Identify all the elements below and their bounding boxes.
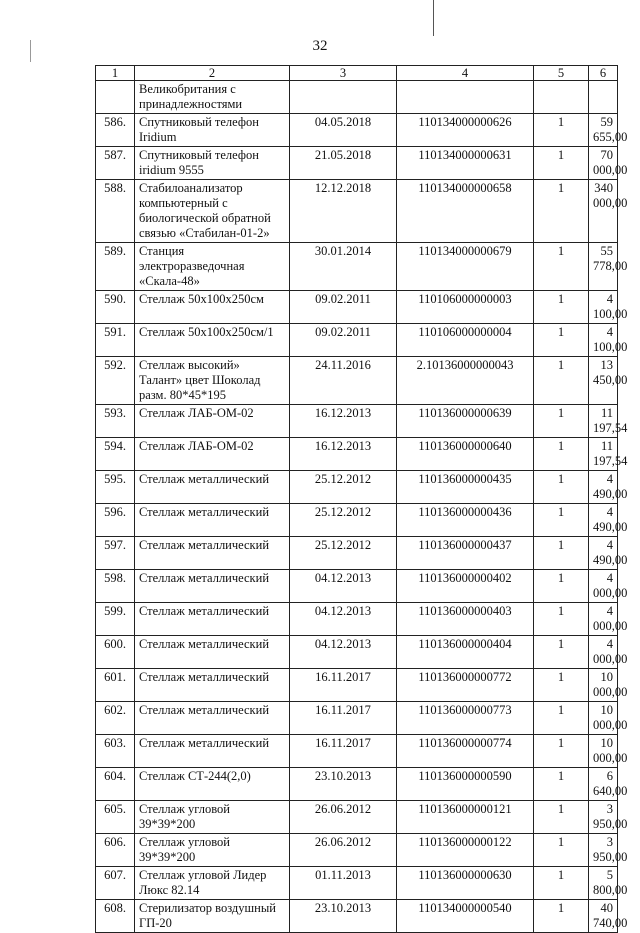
column-header: 5 [534, 66, 589, 81]
inventory-number: 110106000000004 [397, 324, 534, 357]
inventory-number: 110136000000436 [397, 504, 534, 537]
item-name: Стеллаж ЛАБ-ОМ-02 [135, 438, 290, 471]
quantity: 1 [534, 801, 589, 834]
item-name: Великобритания с принадлежностями [135, 81, 290, 114]
item-name: Стеллаж металлический [135, 471, 290, 504]
acquisition-date: 16.11.2017 [290, 735, 397, 768]
row-number: 599. [96, 603, 135, 636]
acquisition-date: 09.02.2011 [290, 291, 397, 324]
row-number: 595. [96, 471, 135, 504]
quantity: 1 [534, 180, 589, 243]
amount: 10 000,00 [589, 669, 618, 702]
inventory-table [95, 65, 628, 933]
table-row [96, 636, 618, 669]
acquisition-date: 16.12.2013 [290, 438, 397, 471]
column-header: 1 [96, 66, 135, 81]
column-header: 2 [135, 66, 290, 81]
row-number: 592. [96, 357, 135, 405]
row-number: 604. [96, 768, 135, 801]
inventory-number: 110136000000639 [397, 405, 534, 438]
table-row [96, 81, 618, 114]
acquisition-date: 04.12.2013 [290, 570, 397, 603]
quantity: 1 [534, 702, 589, 735]
item-name: Стеллаж металлический [135, 570, 290, 603]
acquisition-date: 26.06.2012 [290, 801, 397, 834]
row-number: 593. [96, 405, 135, 438]
acquisition-date: 25.12.2012 [290, 504, 397, 537]
item-name: Стеллаж металлический [135, 669, 290, 702]
quantity: 1 [534, 324, 589, 357]
inventory-number: 2.10136000000043 [397, 357, 534, 405]
table-row [96, 291, 618, 324]
table-row [96, 702, 618, 735]
inventory-number: 110136000000403 [397, 603, 534, 636]
acquisition-date: 04.05.2018 [290, 114, 397, 147]
row-number: 586. [96, 114, 135, 147]
row-number: 603. [96, 735, 135, 768]
row-number: 607. [96, 867, 135, 900]
inventory-number: 110134000000679 [397, 243, 534, 291]
inventory-number: 110136000000590 [397, 768, 534, 801]
item-name: Стеллаж металлический [135, 537, 290, 570]
amount: 55 778,00 [589, 243, 618, 291]
column-header: 3 [290, 66, 397, 81]
item-name: Стеллаж 50х100х250см/1 [135, 324, 290, 357]
quantity: 1 [534, 867, 589, 900]
quantity: 1 [534, 114, 589, 147]
item-name: Стеллаж 50х100х250см [135, 291, 290, 324]
inventory-number: 110136000000773 [397, 702, 534, 735]
inventory-number: 110136000000774 [397, 735, 534, 768]
acquisition-date: 04.12.2013 [290, 636, 397, 669]
table-row [96, 735, 618, 768]
amount: 10 000,00 [589, 702, 618, 735]
amount [589, 81, 618, 114]
quantity: 1 [534, 603, 589, 636]
acquisition-date: 16.11.2017 [290, 702, 397, 735]
acquisition-date: 04.12.2013 [290, 603, 397, 636]
row-number: 589. [96, 243, 135, 291]
quantity: 1 [534, 291, 589, 324]
inventory-number [397, 81, 534, 114]
table-row [96, 471, 618, 504]
header-row [96, 66, 618, 81]
acquisition-date: 12.12.2018 [290, 180, 397, 243]
table-row [96, 438, 618, 471]
row-number: 600. [96, 636, 135, 669]
item-name: Стеллаж металлический [135, 603, 290, 636]
inventory-number: 110136000000121 [397, 801, 534, 834]
row-number [96, 81, 135, 114]
acquisition-date: 21.05.2018 [290, 147, 397, 180]
quantity: 1 [534, 147, 589, 180]
item-name: Стеллаж металлический [135, 702, 290, 735]
item-name: Стеллаж угловой 39*39*200 [135, 834, 290, 867]
acquisition-date: 24.11.2016 [290, 357, 397, 405]
item-name: Стеллаж угловой Лидер Люкс 82.14 [135, 867, 290, 900]
amount: 6 640,00 [589, 768, 618, 801]
amount: 10 000,00 [589, 735, 618, 768]
row-number: 605. [96, 801, 135, 834]
acquisition-date: 30.01.2014 [290, 243, 397, 291]
table-body [96, 81, 628, 933]
quantity: 1 [534, 570, 589, 603]
amount: 3 950,00 [589, 834, 618, 867]
amount: 4 000,00 [589, 603, 618, 636]
inventory-number: 110136000000402 [397, 570, 534, 603]
quantity: 1 [534, 438, 589, 471]
inventory-number: 110134000000626 [397, 114, 534, 147]
item-name: Стеллаж ЛАБ-ОМ-02 [135, 405, 290, 438]
inventory-number: 110134000000658 [397, 180, 534, 243]
inventory-number: 110136000000404 [397, 636, 534, 669]
inventory-number: 110136000000122 [397, 834, 534, 867]
amount: 11 197,54 [589, 438, 618, 471]
row-number: 591. [96, 324, 135, 357]
inventory-number: 110106000000003 [397, 291, 534, 324]
column-header: 4 [397, 66, 534, 81]
quantity: 1 [534, 405, 589, 438]
item-name: Стабилоанализатор компьютерный с биологической обратной связью «Стабилан-01-2» [135, 180, 290, 243]
item-name: Стеллаж угловой 39*39*200 [135, 801, 290, 834]
quantity: 1 [534, 357, 589, 405]
quantity: 1 [534, 537, 589, 570]
quantity: 1 [534, 471, 589, 504]
inventory-number: 110136000000772 [397, 669, 534, 702]
quantity: 1 [534, 669, 589, 702]
acquisition-date: 16.12.2013 [290, 405, 397, 438]
acquisition-date: 23.10.2013 [290, 768, 397, 801]
amount: 5 800,00 [589, 867, 618, 900]
row-number: 597. [96, 537, 135, 570]
acquisition-date: 25.12.2012 [290, 537, 397, 570]
scan-mark [433, 0, 434, 36]
table-row [96, 900, 618, 933]
amount: 4 490,00 [589, 537, 618, 570]
table-row [96, 768, 618, 801]
item-name: Стеллаж металлический [135, 504, 290, 537]
row-number: 608. [96, 900, 135, 933]
item-name: Стеллаж высокий» Талант» цвет Шоколад разм. 80*45*195 [135, 357, 290, 405]
amount: 4 000,00 [589, 570, 618, 603]
inventory-number: 110136000000630 [397, 867, 534, 900]
amount: 4 490,00 [589, 504, 618, 537]
quantity: 1 [534, 834, 589, 867]
acquisition-date: 01.11.2013 [290, 867, 397, 900]
amount: 40 740,00 [589, 900, 618, 933]
table-row [96, 504, 618, 537]
amount: 3 950,00 [589, 801, 618, 834]
quantity: 1 [534, 243, 589, 291]
amount: 13 450,00 [589, 357, 618, 405]
inventory-number: 110136000000437 [397, 537, 534, 570]
acquisition-date: 16.11.2017 [290, 669, 397, 702]
amount: 340 000,00 [589, 180, 618, 243]
item-name: Спутниковый телефон iridium 9555 [135, 147, 290, 180]
quantity: 1 [534, 900, 589, 933]
quantity: 1 [534, 504, 589, 537]
row-number: 588. [96, 180, 135, 243]
column-header: 6 [589, 66, 618, 81]
quantity: 1 [534, 768, 589, 801]
amount: 11 197,54 [589, 405, 618, 438]
table-row [96, 570, 618, 603]
acquisition-date: 26.06.2012 [290, 834, 397, 867]
item-name: Стерилизатор воздушный ГП-20 [135, 900, 290, 933]
row-number: 590. [96, 291, 135, 324]
table-row [96, 801, 618, 834]
amount: 59 655,00 [589, 114, 618, 147]
item-name: Стеллаж металлический [135, 636, 290, 669]
acquisition-date: 23.10.2013 [290, 900, 397, 933]
acquisition-date: 25.12.2012 [290, 471, 397, 504]
table-row [96, 114, 618, 147]
acquisition-date [290, 81, 397, 114]
table-row [96, 834, 618, 867]
table-row [96, 357, 618, 405]
row-number: 587. [96, 147, 135, 180]
item-name: Спутниковый телефон Iridium [135, 114, 290, 147]
amount: 70 000,00 [589, 147, 618, 180]
row-number: 596. [96, 504, 135, 537]
quantity [534, 81, 589, 114]
table-row [96, 243, 618, 291]
amount: 4 000,00 [589, 636, 618, 669]
amount: 4 100,00 [589, 324, 618, 357]
table-row [96, 669, 618, 702]
table-row [96, 537, 618, 570]
table-row [96, 603, 618, 636]
quantity: 1 [534, 636, 589, 669]
table-row [96, 147, 618, 180]
table-row [96, 405, 618, 438]
quantity: 1 [534, 735, 589, 768]
table-row [96, 867, 618, 900]
table-row [96, 180, 618, 243]
acquisition-date: 09.02.2011 [290, 324, 397, 357]
inventory-number: 110136000000435 [397, 471, 534, 504]
inventory-number: 110136000000640 [397, 438, 534, 471]
item-name: Станция электроразведочная «Скала-48» [135, 243, 290, 291]
row-number: 601. [96, 669, 135, 702]
page-number: 32 [312, 38, 328, 54]
inventory-number: 110134000000631 [397, 147, 534, 180]
item-name: Стеллаж металлический [135, 735, 290, 768]
row-number: 594. [96, 438, 135, 471]
row-number: 606. [96, 834, 135, 867]
amount: 4 490,00 [589, 471, 618, 504]
table-row [96, 324, 618, 357]
row-number: 602. [96, 702, 135, 735]
amount: 4 100,00 [589, 291, 618, 324]
inventory-number: 110134000000540 [397, 900, 534, 933]
item-name: Стеллаж СТ-244(2,0) [135, 768, 290, 801]
row-number: 598. [96, 570, 135, 603]
